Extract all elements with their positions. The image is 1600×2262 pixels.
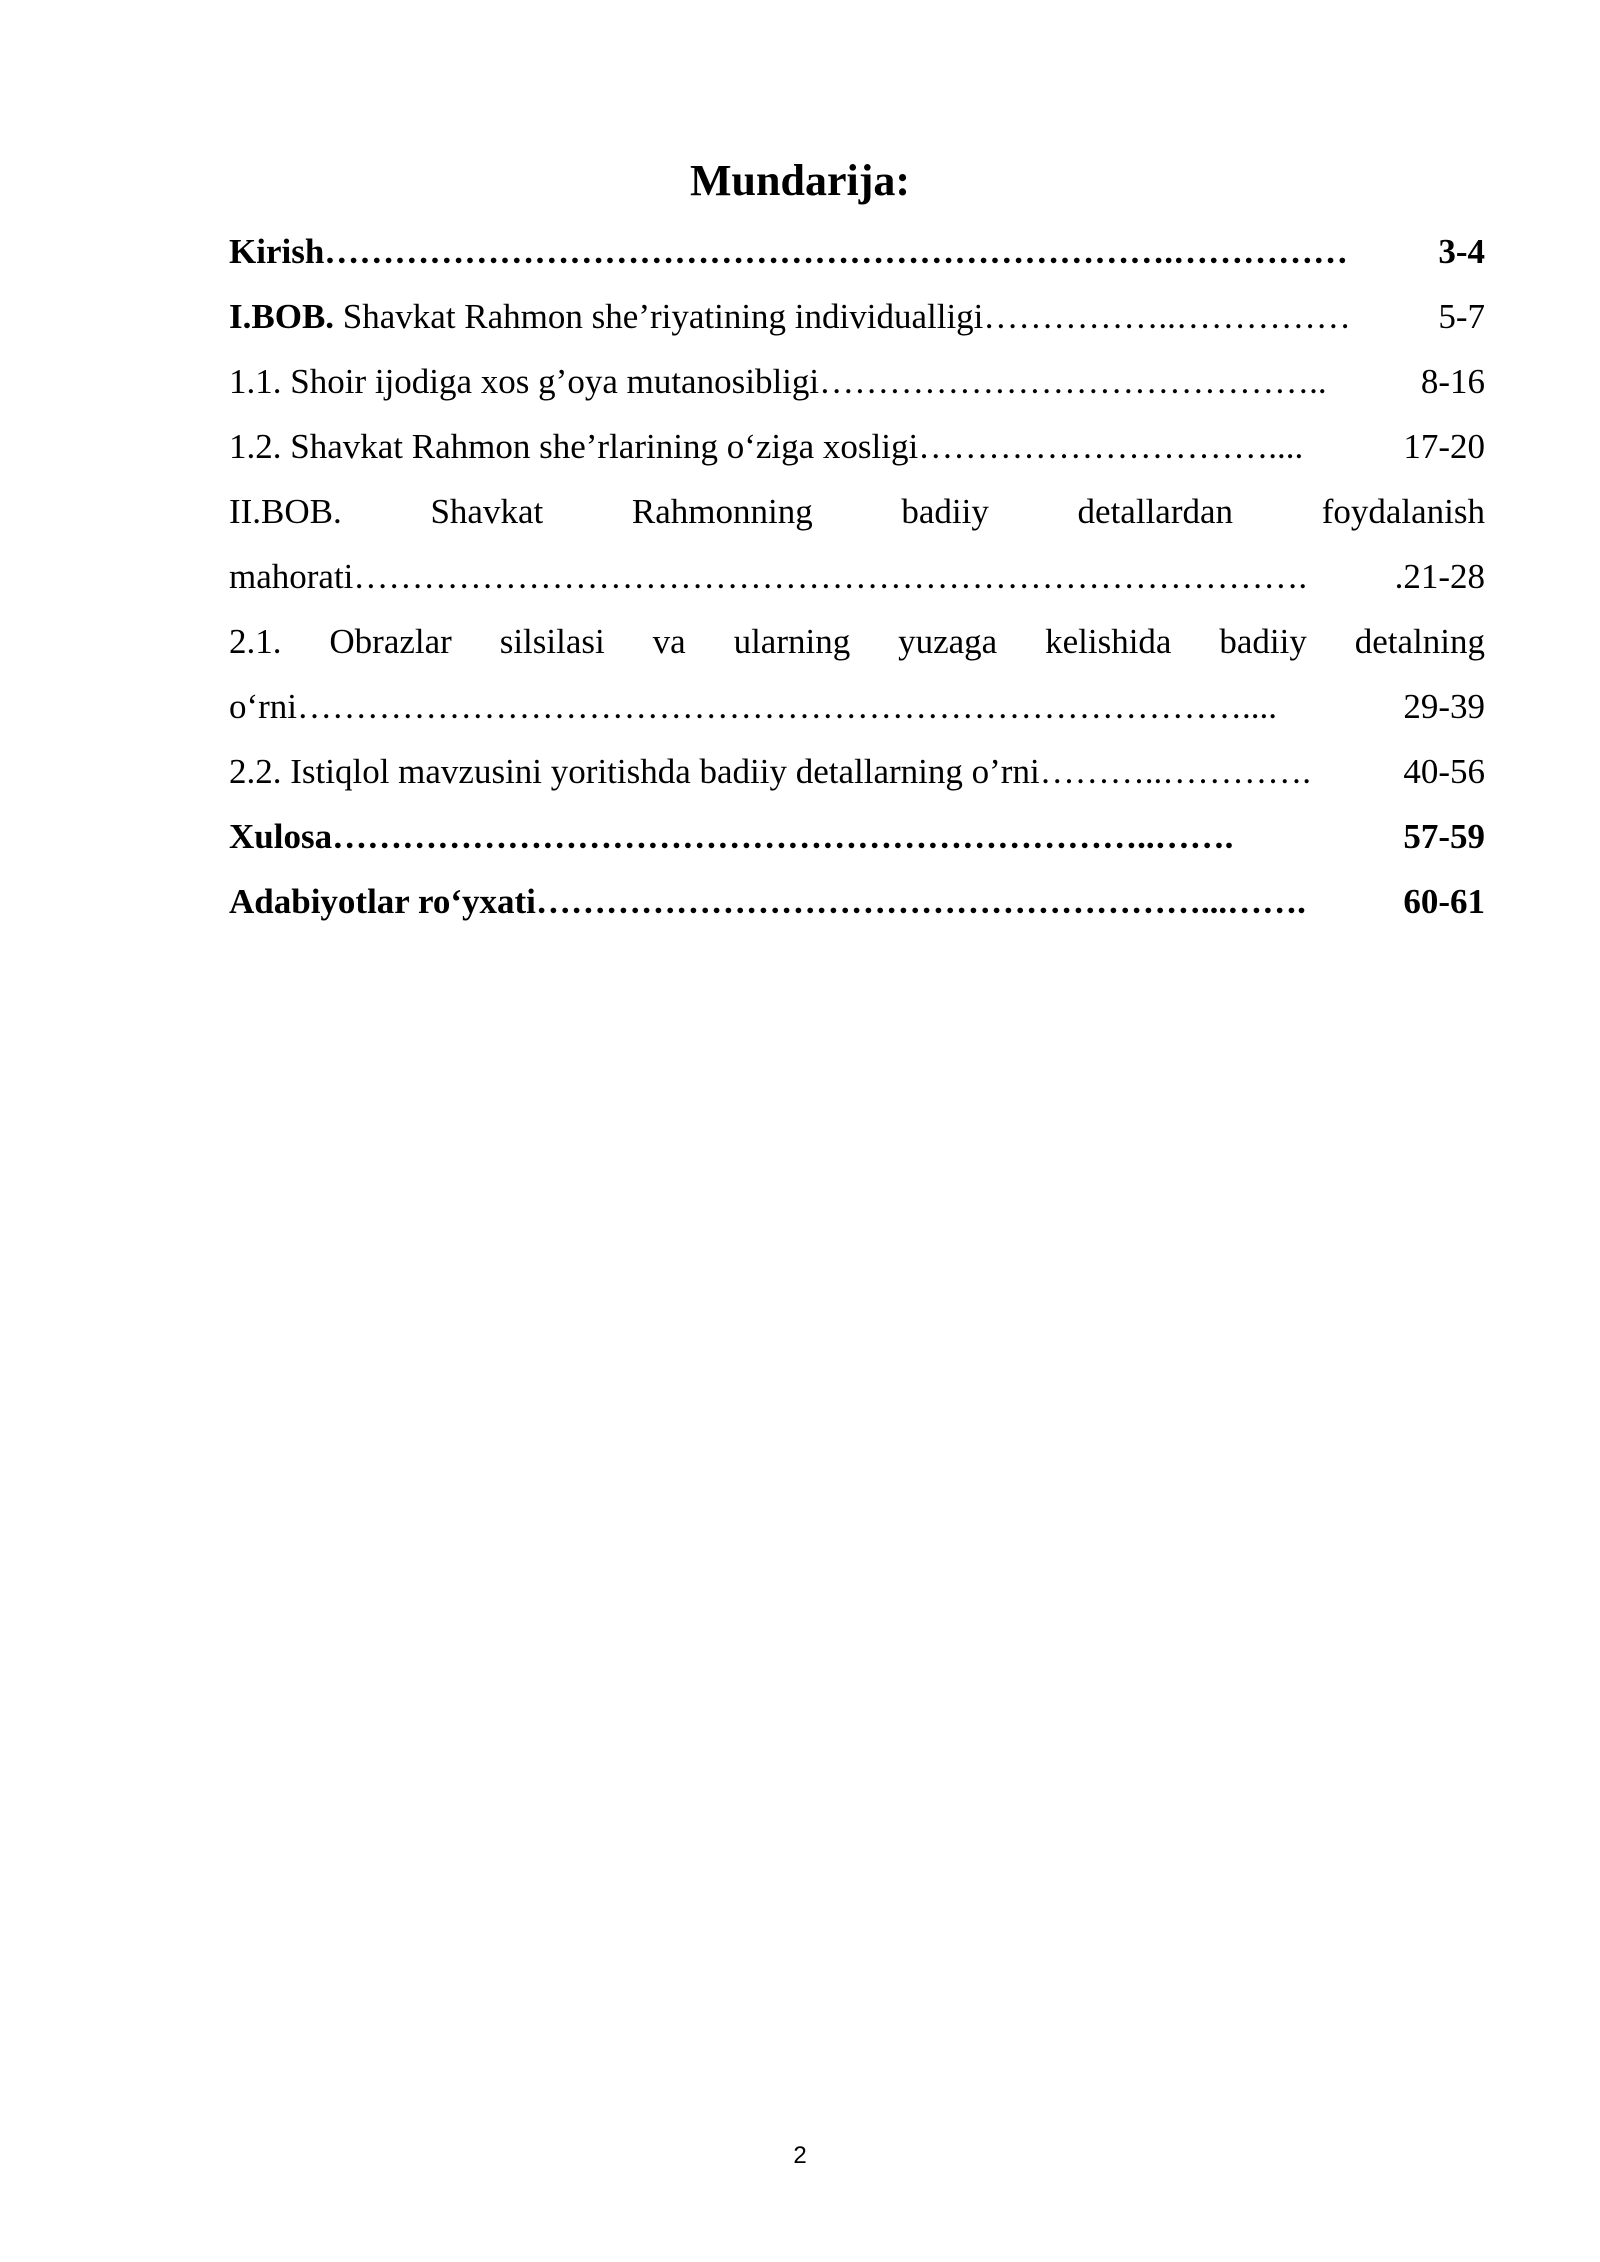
toc-entry-label: Kirish (229, 232, 325, 271)
toc-entry-leader: ……………………………………………………………………….... (297, 687, 1278, 726)
toc-entry-page: 57-59 (1403, 817, 1485, 856)
toc-word: badiiy (901, 492, 989, 531)
toc-entry-chapter-1[interactable] (229, 284, 1485, 349)
toc-entry-section-2-1[interactable] (229, 609, 1485, 674)
toc-entry-kirish[interactable] (229, 219, 1485, 284)
toc-entry-page: 29-39 (1403, 687, 1485, 726)
table-of-contents (229, 219, 1485, 934)
toc-entry-label: Adabiyotlar ro‘yxati (229, 882, 536, 921)
toc-word: kelishida (1045, 622, 1172, 661)
toc-entry-leader: ……………………………………………………………….…………… (324, 232, 1349, 271)
toc-word: foydalanish (1321, 492, 1485, 531)
toc-entry-chapter-2-cont[interactable] (229, 544, 1485, 609)
toc-entry-page: .21-28 (1394, 557, 1485, 596)
toc-entry-label: mahorati (229, 557, 354, 596)
toc-entry-page: 17-20 (1403, 427, 1485, 466)
toc-entry-leader: …………………………………………………...……. (535, 882, 1306, 921)
toc-word: Rahmonning (631, 492, 813, 531)
toc-word: silsilasi (499, 622, 605, 661)
toc-word: detallardan (1077, 492, 1234, 531)
toc-entry-leader: ………………………………………………………………………. (353, 557, 1308, 596)
toc-entry-chapter-2[interactable] (229, 479, 1485, 544)
toc-entry-leader: ………………………….... (918, 427, 1304, 466)
toc-entry-section-2-1-cont[interactable] (229, 674, 1485, 739)
toc-entry-leader: ……………………………………………………………..……. (332, 817, 1234, 856)
toc-entry-label: o‘rni (229, 687, 298, 726)
toc-entry-section-1-2[interactable] (229, 414, 1485, 479)
toc-entry-xulosa[interactable] (229, 804, 1485, 869)
toc-word: 2.1. (229, 622, 282, 661)
toc-entry-leader: ……………..…………… (983, 297, 1351, 336)
toc-entry-page: 60-61 (1403, 882, 1485, 921)
toc-entry-section-2-2[interactable] (229, 739, 1485, 804)
toc-entry-label: Xulosa (229, 817, 333, 856)
toc-entry-page: 8-16 (1420, 362, 1485, 401)
toc-entry-page: 5-7 (1438, 297, 1485, 336)
toc-word: Shavkat (430, 492, 544, 531)
toc-entry-leader: ………..…………. (1039, 752, 1311, 791)
toc-entry-chapter-title: Shavkat Rahmon she’riyatining individualligi (334, 297, 984, 336)
toc-entry-section-1-1[interactable] (229, 349, 1485, 414)
toc-word: yuzaga (898, 622, 998, 661)
toc-entry-page: 3-4 (1438, 232, 1485, 271)
toc-entry-leader: …………………………………….. (819, 362, 1327, 401)
toc-entry-label: 1.2. Shavkat Rahmon she’rlarining o‘ziga xosligi (229, 427, 919, 466)
toc-word: va (652, 622, 686, 661)
toc-entry-label: 1.1. Shoir ijodiga xos g’oya mutanosibligi (229, 362, 820, 401)
toc-entry-label: 2.2. Istiqlol mavzusini yoritishda badiiy detallarning o’rni (229, 752, 1040, 791)
toc-title: Mundarija: (690, 156, 910, 205)
toc-entry-page: 40-56 (1403, 752, 1485, 791)
toc-entry-adabiyotlar[interactable] (229, 869, 1485, 934)
toc-word: ularning (733, 622, 851, 661)
toc-entry-label (229, 284, 983, 349)
toc-word: badiiy (1219, 622, 1307, 661)
toc-entry-chapter-prefix: I.BOB. (229, 297, 335, 336)
page-number: 2 (793, 2142, 807, 2169)
toc-word: Obrazlar (329, 622, 452, 661)
toc-word: detalning (1354, 622, 1485, 661)
toc-word: II.BOB. (229, 492, 342, 531)
